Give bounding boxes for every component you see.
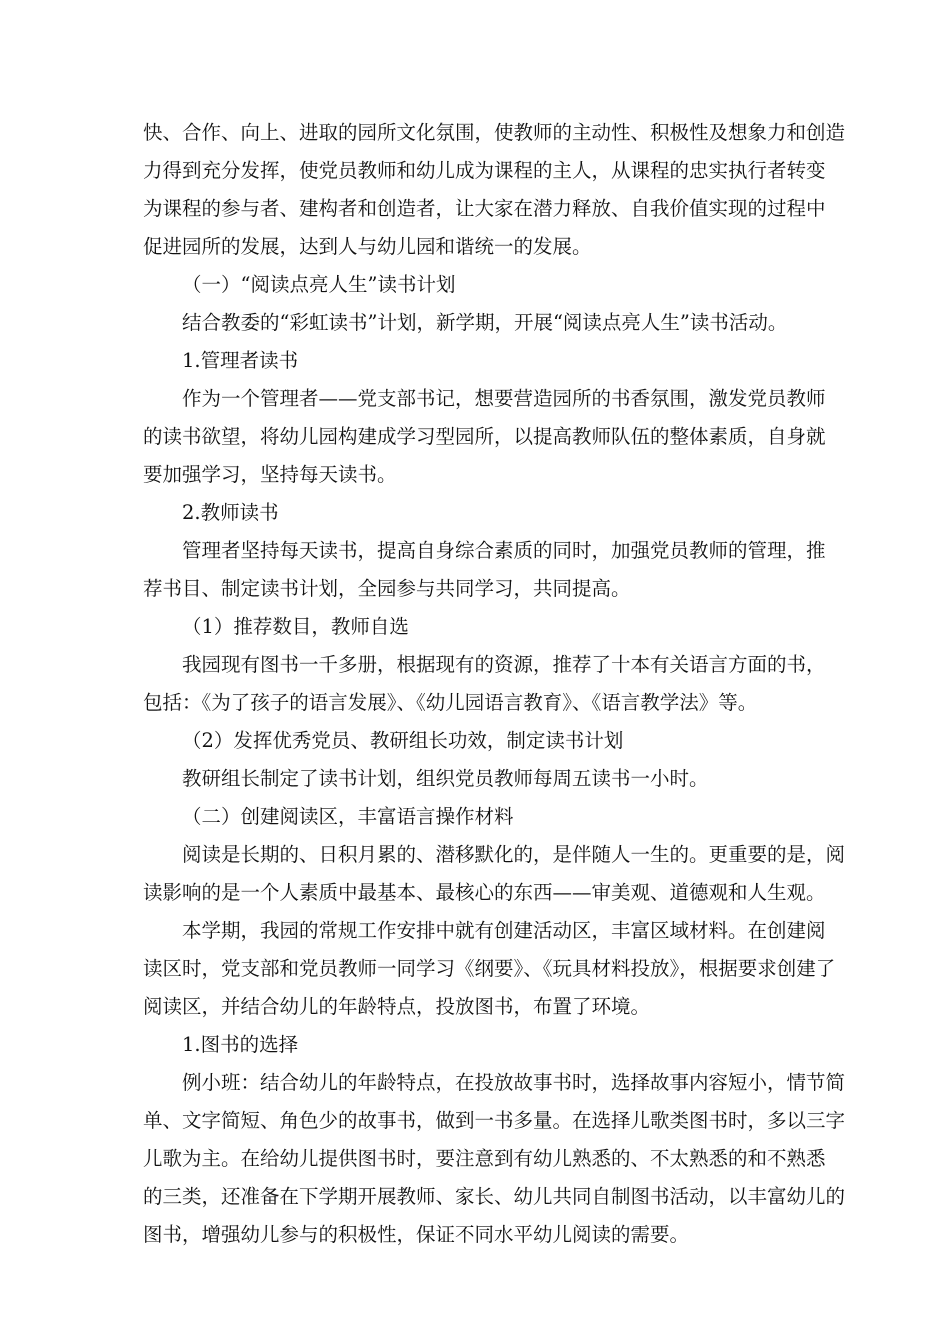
text-line: 快、合作、向上、进取的园所文化氛围，使教师的主动性、积极性及想象力和创造	[143, 121, 846, 144]
text-line: 包括：《为了孩子的语言发展》、《幼儿园语言教育》、《语言教学法》等。	[143, 691, 758, 714]
text-line: 的读书欲望，将幼儿园构建成学习型园所，以提高教师队伍的整体素质，自身就	[143, 425, 826, 448]
text-line: 荐书目、制定读书计划，全园参与共同学习，共同提高。	[143, 577, 631, 600]
text-line: 阅读区，并结合幼儿的年龄特点，投放图书，布置了环境。	[143, 995, 651, 1018]
text-line: 2.教师读书	[182, 501, 279, 524]
text-line: 读影响的是一个人素质中最基本、最核心的东西——审美观、道德观和人生观。	[143, 881, 826, 904]
text-line: （一）“阅读点亮人生”读书计划	[182, 273, 456, 296]
text-line: 1.管理者读书	[182, 349, 299, 372]
text-line: （1）推荐数目，教师自选	[182, 615, 409, 638]
text-line: 教研组长制定了读书计划，组织党员教师每周五读书一小时。	[182, 767, 709, 790]
text-line: 例小班：结合幼儿的年龄特点，在投放故事书时，选择故事内容短小，情节简	[182, 1071, 846, 1094]
text-line: 1.图书的选择	[182, 1033, 299, 1056]
text-line: 读区时，党支部和党员教师一同学习《纲要》、《玩具材料投放》，根据要求创建了	[143, 957, 836, 980]
text-line: 作为一个管理者——党支部书记，想要营造园所的书香氛围，激发党员教师	[182, 387, 826, 410]
text-line: 力得到充分发挥，使党员教师和幼儿成为课程的主人，从课程的忠实执行者转变	[143, 159, 826, 182]
text-line: 单、文字简短、角色少的故事书，做到一书多量。在选择儿歌类图书时，多以三字	[143, 1109, 846, 1132]
text-line: 促进园所的发展，达到人与幼儿园和谐统一的发展。	[143, 235, 592, 258]
text-line: 结合教委的“彩虹读书”计划，新学期，开展“阅读点亮人生”读书活动。	[182, 311, 788, 334]
text-line: 阅读是长期的、日积月累的、潜移默化的，是伴随人一生的。更重要的是，阅	[182, 843, 846, 866]
text-line: 我园现有图书一千多册，根据现有的资源，推荐了十本有关语言方面的书，	[182, 653, 826, 676]
text-line: 图书，增强幼儿参与的积极性，保证不同水平幼儿阅读的需要。	[143, 1223, 690, 1246]
text-line: 管理者坚持每天读书，提高自身综合素质的同时，加强党员教师的管理，推	[182, 539, 826, 562]
text-line: 本学期，我园的常规工作安排中就有创建活动区，丰富区域材料。在创建阅	[182, 919, 826, 942]
text-line: （二）创建阅读区，丰富语言操作材料	[182, 805, 514, 828]
text-line: 为课程的参与者、建构者和创造者，让大家在潜力释放、自我价值实现的过程中	[143, 197, 826, 220]
text-line: （2）发挥优秀党员、教研组长功效，制定读书计划	[182, 729, 624, 752]
text-line: 的三类，还准备在下学期开展教师、家长、幼儿共同自制图书活动，以丰富幼儿的	[143, 1185, 846, 1208]
text-line: 儿歌为主。在给幼儿提供图书时，要注意到有幼儿熟悉的、不太熟悉的和不熟悉	[143, 1147, 826, 1170]
text-line: 要加强学习，坚持每天读书。	[143, 463, 397, 486]
